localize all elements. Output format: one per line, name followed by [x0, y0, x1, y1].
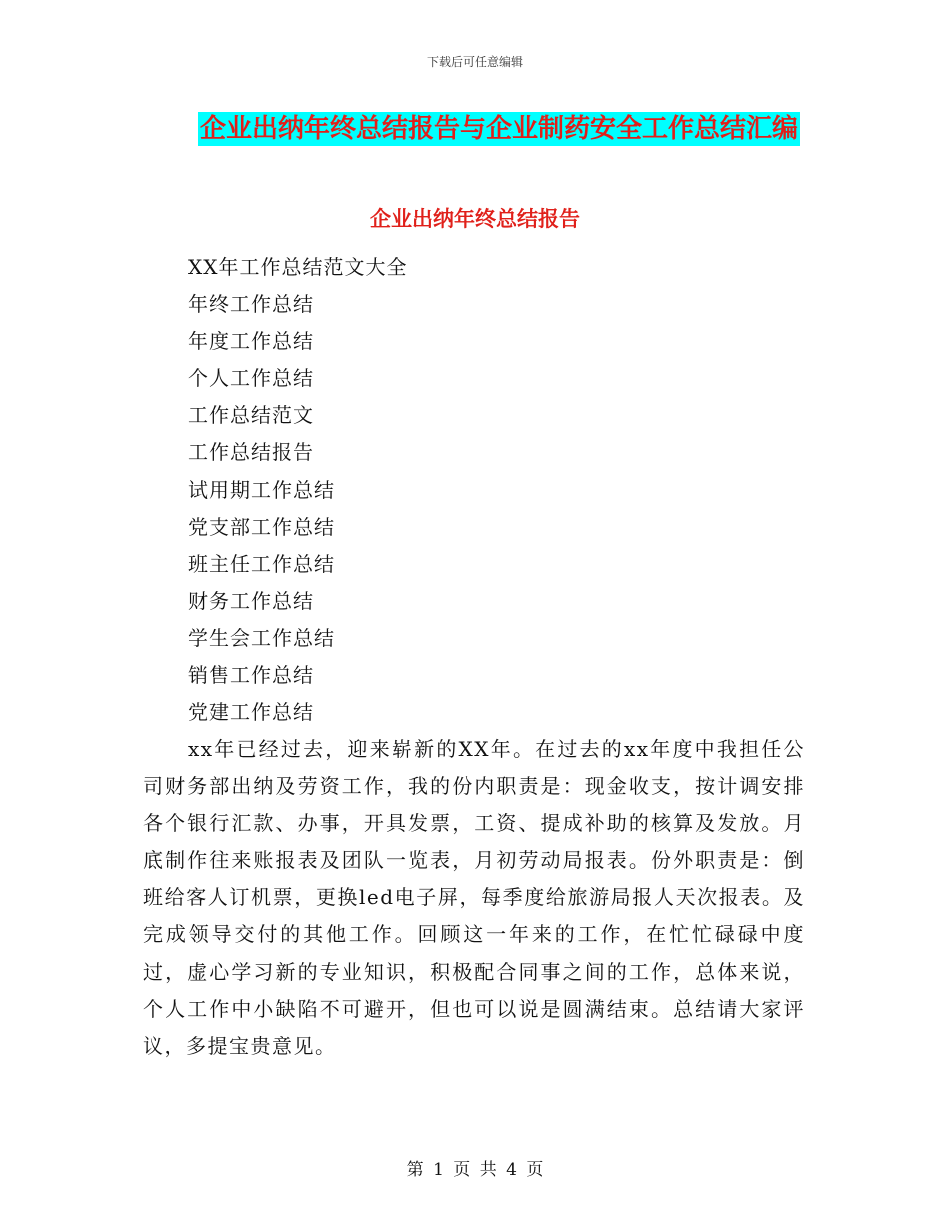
section-title: 企业出纳年终总结报告 [370, 207, 580, 231]
list-item: 年终工作总结 [188, 292, 314, 317]
list-item: 学生会工作总结 [188, 625, 335, 650]
main-title-wrap [0, 112, 950, 146]
list-item: 工作总结范文 [188, 403, 314, 428]
body-paragraph: xx年已经过去，迎来崭新的XX年。在过去的xx年度中我担任公司财务部出纳及劳资工作，我的份内职责是：现金收支，按计调安排各个银行汇款、办事，开具发票，工资、提成补助的核算及发放。月底制作往来账报表及团队一览表，月初劳动局报表。份外职责是：倒班给客人订机票，更换led电子屏，每季度给旅游局报人天次报表。及完成领导交付的其他工作。回顾这一年来的工作，在忙忙碌碌中度过，虚心学习新的专业知识，积极配合同事之间的工作，总体来说，个人工作中小缺陷不可避开，但也可以说是圆满结束。总结请大家评议，多提宝贵意见。 [143, 737, 805, 1058]
list-item: 试用期工作总结 [188, 477, 335, 502]
header-note: 下载后可任意编辑 [426, 55, 523, 69]
list-item: 党支部工作总结 [188, 514, 335, 539]
list-item: 财务工作总结 [188, 588, 314, 613]
page-footer: 第 1 页 共 4 页 [406, 1160, 544, 1180]
document-title: 企业出纳年终总结报告与企业制药安全工作总结汇编 [199, 114, 798, 144]
list-item: 年度工作总结 [188, 329, 314, 354]
list-item: 班主任工作总结 [188, 551, 335, 576]
list-item: XX年工作总结范文大全 [188, 255, 408, 279]
list-item: 党建工作总结 [188, 700, 314, 725]
list-item: 销售工作总结 [188, 663, 314, 688]
topic-list [188, 249, 407, 731]
list-item: 个人工作总结 [188, 366, 314, 391]
list-item: 工作总结报告 [188, 440, 314, 465]
